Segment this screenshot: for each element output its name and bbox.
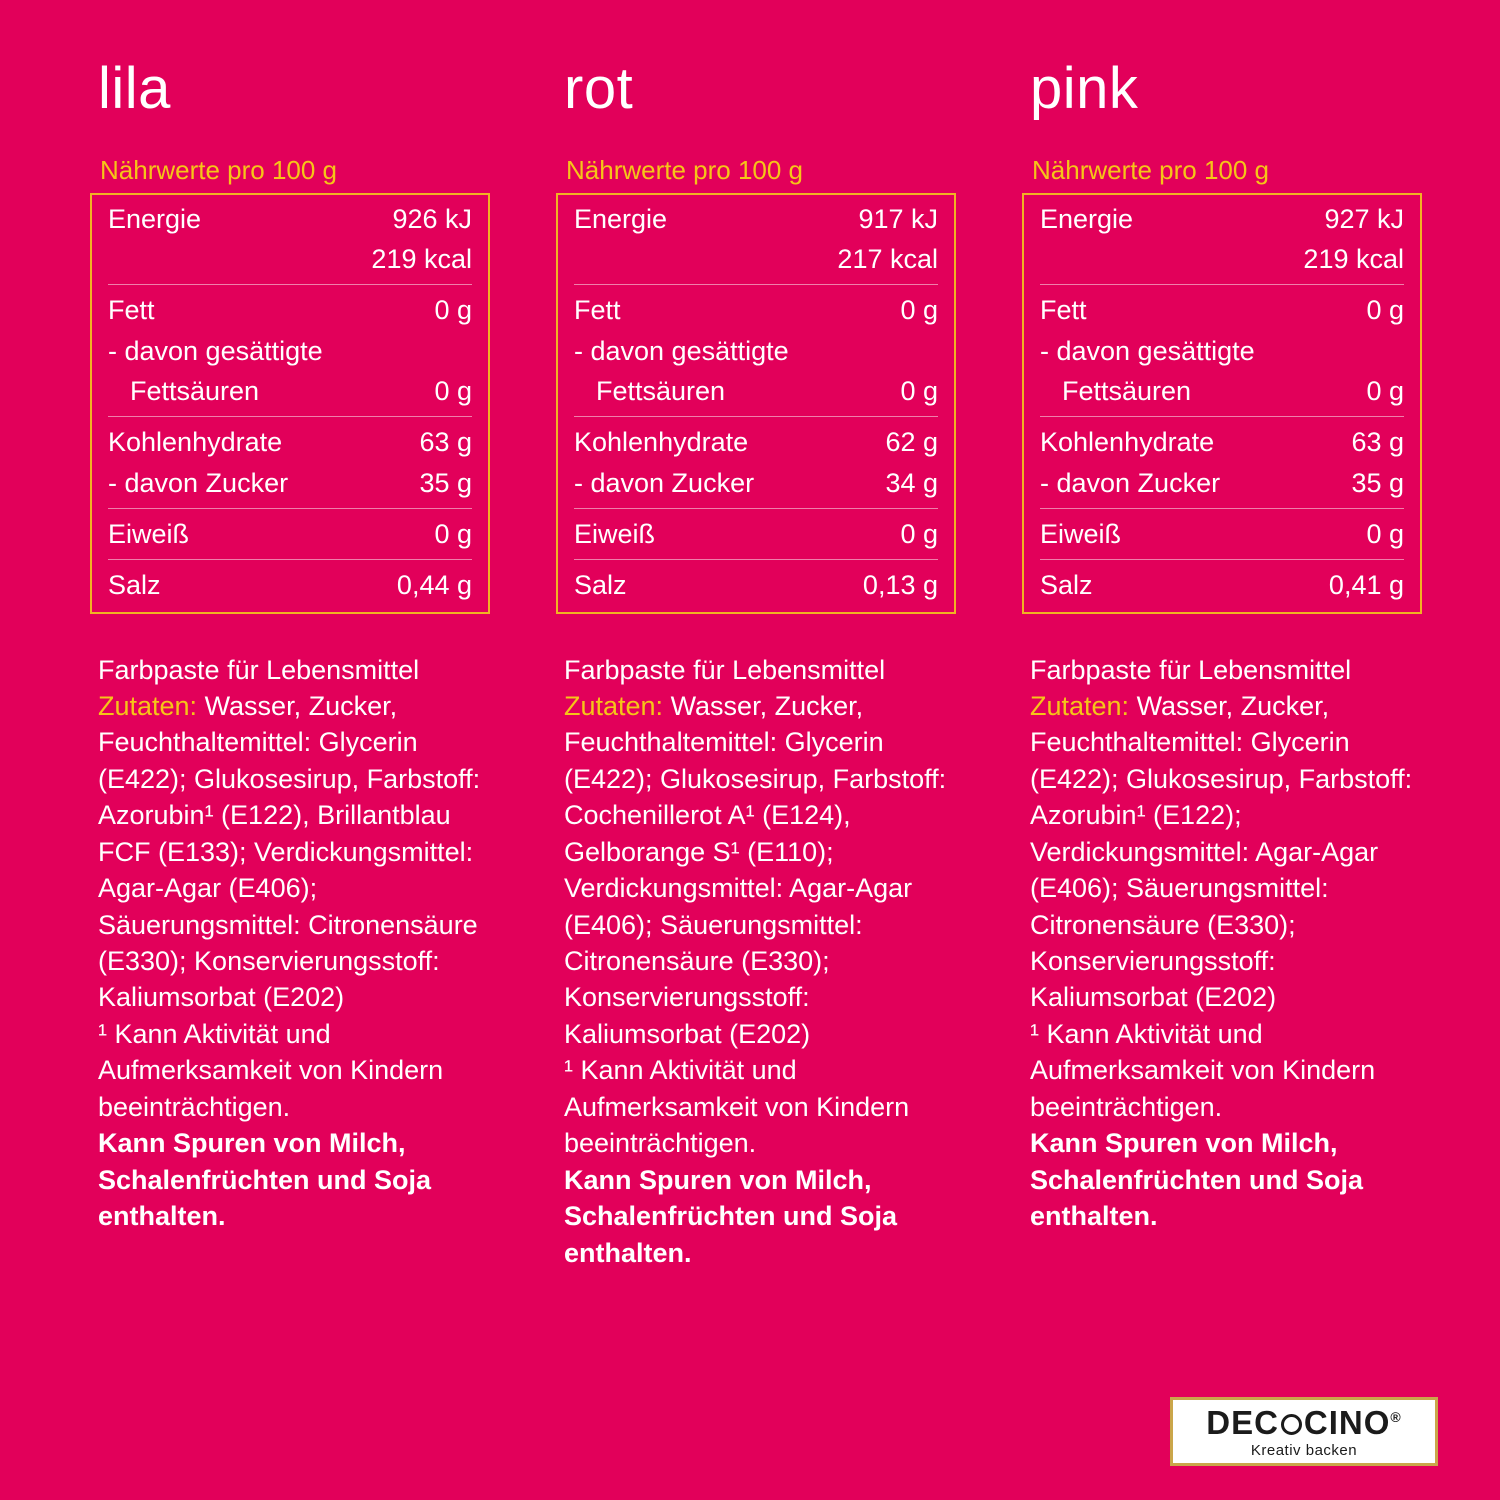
nutrition-row (1040, 199, 1404, 239)
nutrition-row (108, 514, 472, 554)
variant-column-lila (90, 56, 490, 1271)
nutrition-row (574, 371, 938, 411)
nutrition-value: 0 g (900, 295, 938, 326)
logo-text-cino: CINO (1303, 1404, 1391, 1442)
nutrition-value: 0 g (434, 375, 472, 406)
nutrition-table (1022, 193, 1422, 614)
footnote: ¹ Kann Aktivität und Aufmerksamkeit von Kindern beeinträchtigen. (1030, 1018, 1376, 1122)
divider (108, 416, 472, 417)
nutrition-value: 63 g (1351, 427, 1404, 458)
nutrition-value: 0 g (900, 375, 938, 406)
nutrition-label: - davon gesättigte (574, 335, 789, 366)
nutrition-label: Energie (108, 203, 202, 234)
variant-title: pink (1030, 56, 1139, 121)
nutrition-label: Salz (574, 570, 627, 601)
decocino-logo (1170, 1397, 1438, 1466)
nutrition-value: 0,13 g (862, 570, 938, 601)
nutrition-row (1040, 514, 1404, 554)
nutrition-value: 0 g (434, 518, 472, 549)
divider (574, 284, 938, 285)
nutrition-row (1040, 463, 1404, 503)
ingredients-block (1030, 652, 1422, 1235)
zutaten-text: Wasser, Zucker, Feuchthaltemittel: Glycerin (E422); Glukosesirup, Farbstoff: Azorubin¹ (E122), Brillantblau FCF (E133); Verdickungsmittel: Agar-Agar (E406); Säuerungsmittel: Citronensäure (E330); Konservierungsstoff: Kaliumsorbat (E202) (98, 690, 481, 1013)
logo-tagline: Kreativ backen (1250, 1442, 1358, 1459)
divider (108, 508, 472, 509)
variant-columns (90, 56, 1430, 1271)
nutrition-value: 917 kJ (858, 203, 938, 234)
nutrition-row (574, 463, 938, 503)
nutrition-label: Energie (574, 203, 668, 234)
nutrition-row (574, 422, 938, 462)
divider (108, 284, 472, 285)
nutrition-value: 0,44 g (396, 570, 472, 601)
nutrition-row (1040, 290, 1404, 330)
nutrition-label: Fettsäuren (596, 375, 726, 406)
nutrition-row (108, 199, 472, 239)
nutrition-table (90, 193, 490, 614)
nutrition-row (1040, 371, 1404, 411)
ingredients-text (98, 688, 490, 1016)
nutrition-value: 63 g (419, 427, 472, 458)
nutrition-row (574, 239, 938, 279)
nutrition-label: - davon Zucker (574, 467, 755, 498)
nutrition-value: 35 g (419, 467, 472, 498)
allergen-note: Kann Spuren von Milch, Schalenfrüchten und Soja enthalten. (1030, 1128, 1364, 1232)
nutrition-heading: Nährwerte pro 100 g (566, 155, 804, 185)
nutrition-value: 219 kcal (1303, 243, 1404, 274)
nutrition-label: Salz (1040, 570, 1093, 601)
nutrition-table (556, 193, 956, 614)
divider (574, 508, 938, 509)
zutaten-label: Zutaten: (1030, 690, 1130, 721)
ingredients-text (1030, 688, 1422, 1016)
zutaten-label: Zutaten: (564, 690, 664, 721)
divider (574, 559, 938, 560)
product-line: Farbpaste für Lebensmittel (98, 654, 420, 685)
variant-title: lila (98, 56, 171, 121)
nutrition-value: 217 kcal (837, 243, 938, 274)
nutrition-label: Energie (1040, 203, 1134, 234)
nutrition-row (108, 290, 472, 330)
nutrition-label: Salz (108, 570, 161, 601)
nutrition-value: 0 g (434, 295, 472, 326)
nutrition-label: Kohlenhydrate (574, 427, 749, 458)
nutrition-row (574, 331, 938, 371)
nutrition-label: - davon Zucker (1040, 467, 1221, 498)
nutrition-label: Kohlenhydrate (108, 427, 283, 458)
nutrition-value: 35 g (1351, 467, 1404, 498)
divider (1040, 559, 1404, 560)
nutrition-value: 926 kJ (392, 203, 472, 234)
footnote: ¹ Kann Aktivität und Aufmerksamkeit von Kindern beeinträchtigen. (98, 1018, 444, 1122)
variant-column-rot (556, 56, 956, 1271)
product-line: Farbpaste für Lebensmittel (1030, 654, 1352, 685)
ring-icon (1281, 1414, 1302, 1435)
nutrition-value: 219 kcal (371, 243, 472, 274)
nutrition-label: - davon gesättigte (108, 335, 323, 366)
nutrition-label: Eiweiß (574, 518, 656, 549)
nutrition-row (574, 199, 938, 239)
nutrition-value: 0 g (1366, 518, 1404, 549)
divider (574, 416, 938, 417)
nutrition-value: 0 g (1366, 375, 1404, 406)
nutrition-label: - davon Zucker (108, 467, 289, 498)
nutrition-heading: Nährwerte pro 100 g (100, 155, 338, 185)
nutrition-row (1040, 565, 1404, 605)
ingredients-block (564, 652, 956, 1271)
nutrition-row (108, 331, 472, 371)
nutrition-value: 927 kJ (1324, 203, 1404, 234)
allergen-note: Kann Spuren von Milch, Schalenfrüchten und Soja enthalten. (564, 1164, 898, 1268)
nutrition-label: Fett (1040, 295, 1087, 326)
registered-mark: ® (1390, 1409, 1402, 1426)
footnote: ¹ Kann Aktivität und Aufmerksamkeit von Kindern beeinträchtigen. (564, 1055, 910, 1159)
ingredients-text (564, 688, 956, 1052)
ingredients-block (98, 652, 490, 1235)
divider (1040, 284, 1404, 285)
nutrition-label: Kohlenhydrate (1040, 427, 1215, 458)
nutrition-row (108, 371, 472, 411)
variant-column-pink (1022, 56, 1422, 1271)
nutrition-label: Fettsäuren (130, 375, 260, 406)
zutaten-label: Zutaten: (98, 690, 198, 721)
nutrition-value: 0 g (900, 518, 938, 549)
nutrition-row (108, 463, 472, 503)
variant-title: rot (564, 56, 634, 121)
nutrition-heading: Nährwerte pro 100 g (1032, 155, 1270, 185)
nutrition-value: 62 g (885, 427, 938, 458)
nutrition-label: Fett (574, 295, 621, 326)
nutrition-row (1040, 239, 1404, 279)
divider (108, 559, 472, 560)
zutaten-text: Wasser, Zucker, Feuchthaltemittel: Glycerin (E422); Glukosesirup, Farbstoff: Cochenillerot A¹ (E124), Gelborange S¹ (E110); Verdickungsmittel: Agar-Agar (E406); Säuerungsmittel: Citronensäure (E330); Konservierungsstoff: Kaliumsorbat (E202) (564, 690, 947, 1049)
nutrition-row (574, 290, 938, 330)
nutrition-row (574, 514, 938, 554)
nutrition-row (108, 565, 472, 605)
logo-wordmark (1206, 1406, 1402, 1441)
divider (1040, 508, 1404, 509)
nutrition-label: Fett (108, 295, 155, 326)
nutrition-label: Fettsäuren (1062, 375, 1192, 406)
nutrition-row (108, 239, 472, 279)
zutaten-text: Wasser, Zucker, Feuchthaltemittel: Glycerin (E422); Glukosesirup, Farbstoff: Azorubin¹ (E122); Verdickungsmittel: Agar-Agar (E406); Säuerungsmittel: Citronensäure (E330); Konservierungsstoff: Kaliumsorbat (E202) (1030, 690, 1413, 1013)
nutrition-value: 0 g (1366, 295, 1404, 326)
nutrition-label: - davon gesättigte (1040, 335, 1255, 366)
nutrition-row (108, 422, 472, 462)
logo-text-deco: DEC (1206, 1404, 1279, 1442)
nutrition-row (574, 565, 938, 605)
product-line: Farbpaste für Lebensmittel (564, 654, 886, 685)
nutrition-value: 0,41 g (1328, 570, 1404, 601)
allergen-note: Kann Spuren von Milch, Schalenfrüchten und Soja enthalten. (98, 1128, 432, 1232)
nutrition-label: Eiweiß (108, 518, 190, 549)
nutrition-row (1040, 422, 1404, 462)
divider (1040, 416, 1404, 417)
nutrition-label: Eiweiß (1040, 518, 1122, 549)
nutrition-value: 34 g (885, 467, 938, 498)
nutrition-row (1040, 331, 1404, 371)
